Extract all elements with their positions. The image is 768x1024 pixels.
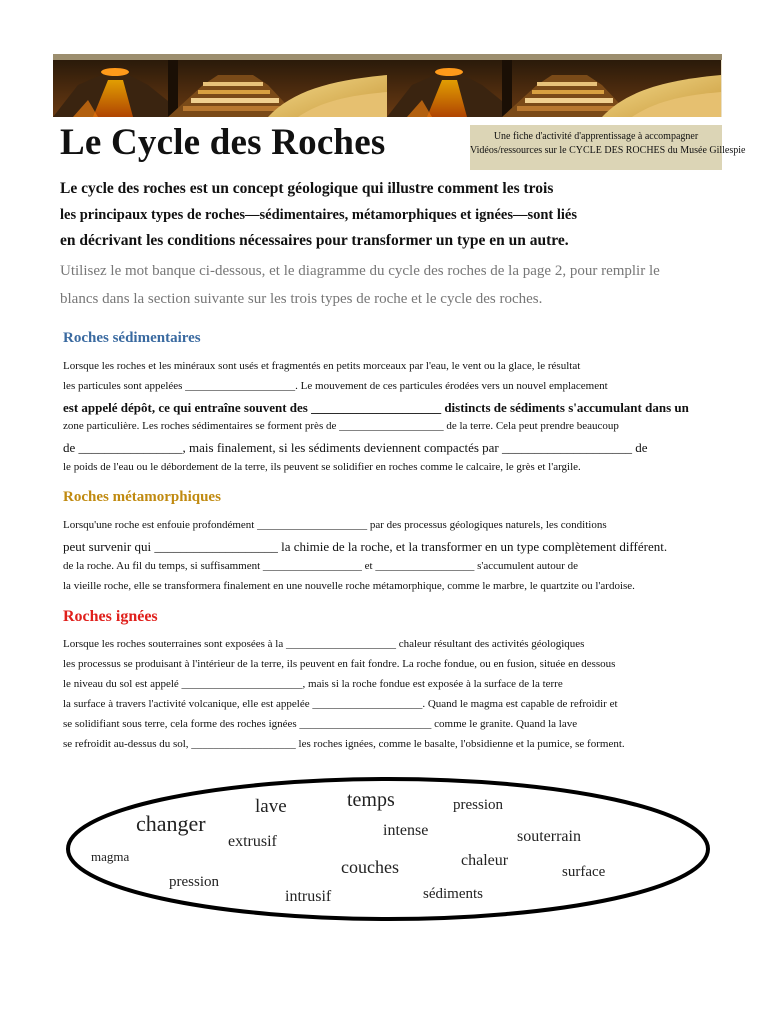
subtitle-box — [470, 125, 746, 170]
word-bank-word: lave — [255, 796, 287, 817]
igneous-text-line: Lorsque les roches souterraines sont exposées à la ____________________ chaleur résultant des activités géologiques — [63, 638, 585, 650]
sedimentary-text-line: les particules sont appelées ____________________. Le mouvement de ces particules érodées vers un nouvel emplacement — [63, 380, 608, 392]
igneous-text-line: les processus se produisant à l'intérieur de la terre, ils peuvent en fait fondre. La roche fondue, ou en fusion, située en dessous — [63, 658, 616, 670]
metamorphic-text-line: Lorsqu'une roche est enfouie profondément ____________________ par des processus géologiques naturels, les conditions — [63, 519, 607, 531]
section-heading-igneous: Roches ignées — [63, 608, 158, 625]
subtitle-line-1: Une fiche d'activité d'apprentissage à accompagner — [493, 131, 699, 142]
metamorphic-text-line: peut survenir qui ___________________ la chimie de la roche, et la transformer en un type complètement différent. — [63, 539, 668, 554]
word-bank-word: pression — [169, 874, 219, 890]
sedimentary-text-line: est appelé dépôt, ce qui entraîne souvent des ____________________ distincts de sédiments s'accumulant dans un — [63, 400, 689, 415]
word-bank-word: chaleur — [461, 852, 509, 869]
word-bank-word: temps — [347, 789, 395, 811]
sedimentary-text-line: de ________________, mais finalement, si les sédiments deviennent compactés par ____________________ de — [63, 440, 648, 455]
sedimentary-text-line: le poids de l'eau ou le débordement de la terre, ils peuvent se solidifier en roches comme le calcaire, le grès et l'argile. — [63, 461, 581, 473]
word-bank-word: pression — [453, 797, 503, 813]
instruction-line: Utilisez le mot banque ci-dessous, et le diagramme du cycle des roches de la page 2, pour remplir le — [60, 263, 660, 279]
word-bank-word: surface — [562, 864, 606, 880]
page-title: Le Cycle des Roches — [60, 122, 386, 163]
igneous-text-line: se solidifiant sous terre, cela forme des roches ignées ________________________ comme le granite. Quand la lave — [63, 718, 578, 730]
instruction-line: blancs dans la section suivante sur les trois types de roche et le cycle des roches. — [60, 291, 543, 307]
header-banner — [53, 54, 722, 117]
word-bank-word: intense — [383, 822, 429, 839]
section-heading-metamorphic: Roches métamorphiques — [63, 489, 221, 505]
word-bank-word: intrusif — [285, 888, 332, 905]
intro-line: en décrivant les conditions nécessaires pour transformer un type en un autre. — [60, 232, 569, 249]
sedimentary-text-line: Lorsque les roches et les minéraux sont usés et fragmentés en petits morceaux par l'eau, le vent ou la glace, le résultat — [63, 360, 581, 372]
word-bank-word: sédiments — [423, 886, 483, 902]
igneous-text-line: le niveau du sol est appelé ______________________, mais si la roche fondue est exposée à la surface de la terre — [63, 678, 563, 690]
word-bank — [65, 776, 711, 922]
section-heading-sedimentary: Roches sédimentaires — [63, 330, 201, 346]
word-bank-word: extrusif — [228, 833, 277, 850]
metamorphic-text-line: de la roche. Au fil du temps, si suffisamment __________________ et __________________ s'accumulent autour de — [63, 560, 579, 572]
subtitle-line-2: Vidéos/ressources sur le CYCLE DES ROCHES du Musée Gillespie — [470, 145, 746, 156]
word-bank-word: couches — [341, 857, 399, 877]
word-bank-word: magma — [91, 849, 130, 864]
metamorphic-text-line: la vieille roche, elle se transformera finalement en une nouvelle roche métamorphique, comme le marbre, le quartzite ou l'ardoise. — [63, 580, 635, 592]
igneous-text-line: se refroidit au-dessus du sol, ___________________ les roches ignées, comme le basalte, l'obsidienne et la pumice, se forment. — [63, 738, 625, 750]
word-bank-word: souterrain — [517, 828, 581, 845]
sedimentary-text-line: zone particulière. Les roches sédimentaires se forment près de ___________________ de la terre. Cela peut prendre beaucoup — [63, 420, 619, 432]
volcano-banner-image — [53, 60, 722, 117]
igneous-text-line: la surface à travers l'activité volcanique, elle est appelée ____________________. Quand le magma est capable de refroidir et — [63, 698, 618, 710]
intro-line: Le cycle des roches est un concept géologique qui illustre comment les trois — [60, 180, 554, 197]
intro-line: les principaux types de roches—sédimentaires, métamorphiques et ignées—sont liés — [60, 207, 578, 223]
word-bank-word: changer — [136, 811, 206, 836]
